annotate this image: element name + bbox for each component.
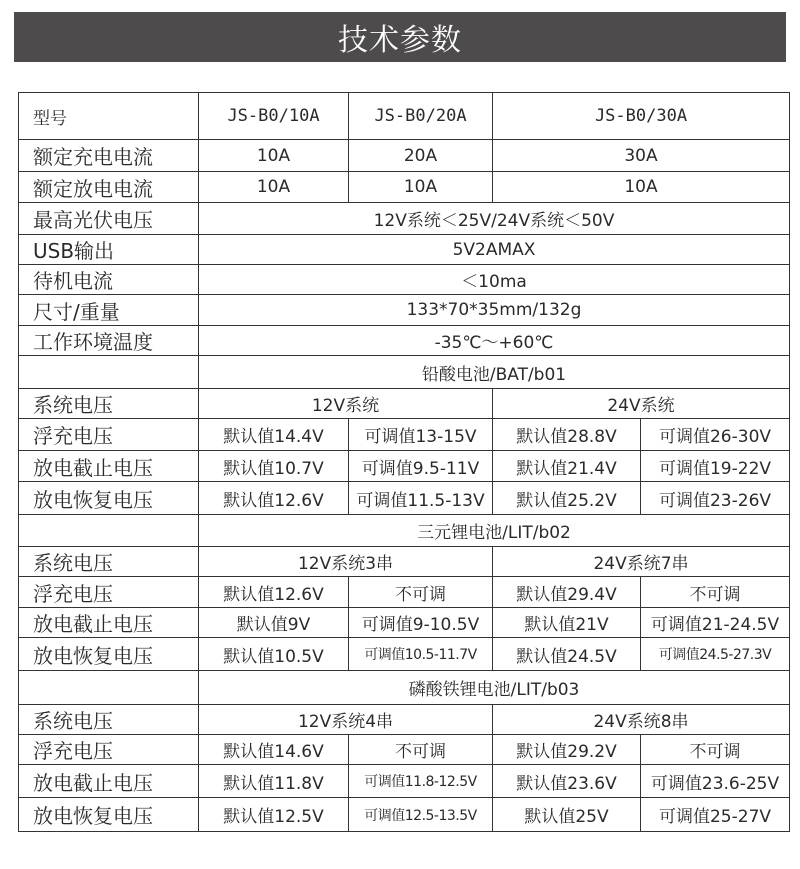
- table-row: [19, 451, 790, 482]
- table-row: [19, 577, 790, 608]
- value-cell: ＜10ma: [199, 265, 790, 295]
- table-row: [19, 765, 790, 798]
- table-row: [19, 638, 790, 671]
- row-label: 放电恢复电压: [19, 482, 199, 515]
- value-cell: 不可调: [641, 735, 790, 765]
- table-row: [19, 140, 790, 172]
- value-cell: 可调值11.8-12.5V: [349, 765, 493, 798]
- value-cell: 可调值9-10.5V: [349, 608, 493, 638]
- value-cell: 默认值12.6V: [199, 482, 349, 515]
- table-row: [19, 235, 790, 265]
- page-title: 技术参数: [14, 12, 786, 62]
- value-cell: 默认值21V: [493, 608, 641, 638]
- value-cell: 不可调: [349, 577, 493, 608]
- value-cell: 可调值23-26V: [641, 482, 790, 515]
- value-cell: -35℃～+60℃: [199, 326, 790, 356]
- table-row: [19, 389, 790, 419]
- value-cell: 默认值11.8V: [199, 765, 349, 798]
- value-cell: 可调值25-27V: [641, 798, 790, 832]
- value-cell: 默认值12.5V: [199, 798, 349, 832]
- table-header-row: [19, 93, 790, 140]
- value-cell: 可调值9.5-11V: [349, 451, 493, 482]
- table-row: [19, 608, 790, 638]
- section-header-cell: 铅酸电池/BAT/b01: [199, 356, 790, 389]
- row-label: 系统电压: [19, 389, 199, 419]
- table-row: [19, 671, 790, 705]
- value-cell: 12V系统3串: [199, 547, 493, 577]
- value-cell: 可调值26-30V: [641, 419, 790, 451]
- section-header-cell: 三元锂电池/LIT/b02: [199, 515, 790, 547]
- table-row: [19, 265, 790, 295]
- row-label: 放电恢复电压: [19, 798, 199, 832]
- value-cell: 默认值28.8V: [493, 419, 641, 451]
- table-row: [19, 547, 790, 577]
- row-label: 额定放电电流: [19, 172, 199, 203]
- table-row: [19, 172, 790, 203]
- row-label: [19, 356, 199, 389]
- value-cell: 20A: [349, 140, 493, 172]
- value-cell: 默认值29.4V: [493, 577, 641, 608]
- value-cell: 可调值21-24.5V: [641, 608, 790, 638]
- row-label: 尺寸/重量: [19, 295, 199, 326]
- value-cell: 5V2AMAX: [199, 235, 790, 265]
- row-label: [19, 671, 199, 705]
- table-row: [19, 203, 790, 235]
- value-cell: 12V系统＜25V/24V系统＜50V: [199, 203, 790, 235]
- value-cell: 可调值23.6-25V: [641, 765, 790, 798]
- value-cell: 可调值19-22V: [641, 451, 790, 482]
- table-row: [19, 798, 790, 832]
- row-label: 系统电压: [19, 705, 199, 735]
- value-cell: 可调值12.5-13.5V: [349, 798, 493, 832]
- value-cell: JS-B0/30A: [493, 93, 790, 140]
- table-row: [19, 482, 790, 515]
- value-cell: 不可调: [349, 735, 493, 765]
- row-label: 额定充电电流: [19, 140, 199, 172]
- value-cell: 24V系统8串: [493, 705, 790, 735]
- section-header-cell: 磷酸铁锂电池/LIT/b03: [199, 671, 790, 705]
- value-cell: JS-B0/20A: [349, 93, 493, 140]
- table-row: [19, 515, 790, 547]
- value-cell: 可调值10.5-11.7V: [349, 638, 493, 671]
- value-cell: 24V系统: [493, 389, 790, 419]
- row-label: 浮充电压: [19, 735, 199, 765]
- spec-table: [18, 92, 790, 832]
- row-label: 型号: [19, 93, 199, 140]
- value-cell: JS-B0/10A: [199, 93, 349, 140]
- table-row: [19, 419, 790, 451]
- value-cell: 可调值13-15V: [349, 419, 493, 451]
- value-cell: 不可调: [641, 577, 790, 608]
- value-cell: 10A: [349, 172, 493, 203]
- value-cell: 10A: [199, 172, 349, 203]
- row-label: 放电截止电压: [19, 608, 199, 638]
- row-label: 浮充电压: [19, 419, 199, 451]
- value-cell: 默认值9V: [199, 608, 349, 638]
- row-label: 放电截止电压: [19, 765, 199, 798]
- value-cell: 可调值11.5-13V: [349, 482, 493, 515]
- value-cell: 默认值14.4V: [199, 419, 349, 451]
- value-cell: 133*70*35mm/132g: [199, 295, 790, 326]
- value-cell: 默认值14.6V: [199, 735, 349, 765]
- value-cell: 默认值10.5V: [199, 638, 349, 671]
- value-cell: 默认值29.2V: [493, 735, 641, 765]
- row-label: 浮充电压: [19, 577, 199, 608]
- row-label: USB输出: [19, 235, 199, 265]
- value-cell: 默认值25V: [493, 798, 641, 832]
- value-cell: 可调值24.5-27.3V: [641, 638, 790, 671]
- value-cell: 默认值24.5V: [493, 638, 641, 671]
- row-label: 放电恢复电压: [19, 638, 199, 671]
- value-cell: 10A: [493, 172, 790, 203]
- table-row: [19, 705, 790, 735]
- row-label: 放电截止电压: [19, 451, 199, 482]
- value-cell: 30A: [493, 140, 790, 172]
- value-cell: 24V系统7串: [493, 547, 790, 577]
- value-cell: 12V系统: [199, 389, 493, 419]
- table-row: [19, 356, 790, 389]
- row-label: 工作环境温度: [19, 326, 199, 356]
- row-label: 最高光伏电压: [19, 203, 199, 235]
- table-row: [19, 735, 790, 765]
- value-cell: 10A: [199, 140, 349, 172]
- value-cell: 默认值12.6V: [199, 577, 349, 608]
- value-cell: 默认值23.6V: [493, 765, 641, 798]
- value-cell: 默认值10.7V: [199, 451, 349, 482]
- value-cell: 12V系统4串: [199, 705, 493, 735]
- value-cell: 默认值21.4V: [493, 451, 641, 482]
- row-label: 系统电压: [19, 547, 199, 577]
- row-label: 待机电流: [19, 265, 199, 295]
- value-cell: 默认值25.2V: [493, 482, 641, 515]
- row-label: [19, 515, 199, 547]
- table-row: [19, 326, 790, 356]
- table-row: [19, 295, 790, 326]
